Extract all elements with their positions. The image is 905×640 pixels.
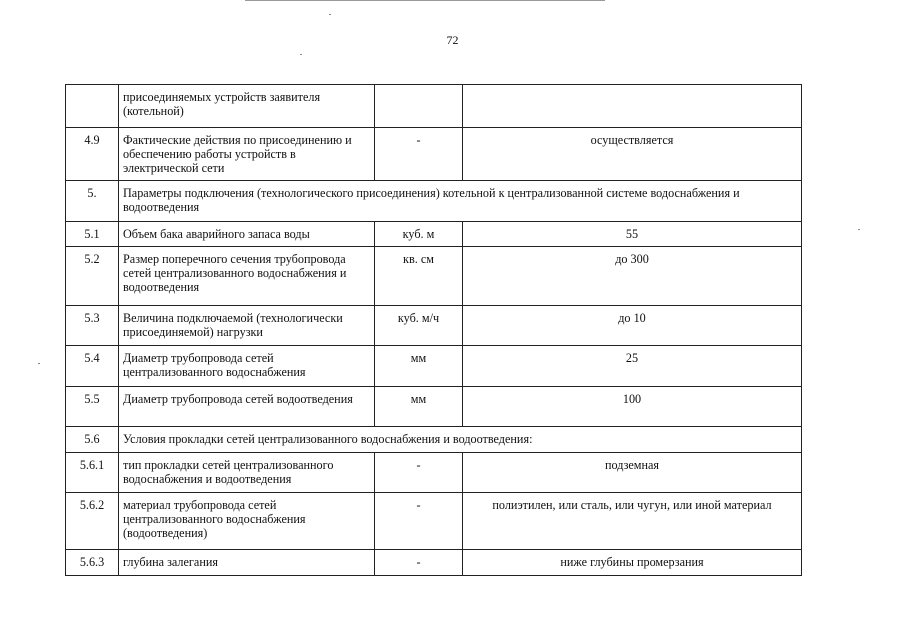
row-value: осуществляется xyxy=(463,128,802,181)
row-description: Объем бака аварийного запаса воды xyxy=(119,222,375,247)
table-row xyxy=(66,85,802,128)
row-number: 4.9 xyxy=(66,128,119,181)
table-row xyxy=(66,247,802,306)
row-number: 5.6.2 xyxy=(66,493,119,550)
row-description: Фактические действия по присоединению и обеспечению работы устройств в электрической сети xyxy=(119,128,375,181)
row-number: 5.2 xyxy=(66,247,119,306)
row-description: тип прокладки сетей централизованного водоснабжения и водоотведения xyxy=(119,453,375,493)
row-value: 55 xyxy=(463,222,802,247)
table-row xyxy=(66,222,802,247)
scan-speck xyxy=(300,54,302,55)
description-line: (котельной) xyxy=(123,104,184,118)
section-header-row xyxy=(66,181,802,222)
section-header-row xyxy=(66,427,802,453)
row-unit: куб. м xyxy=(375,222,463,247)
table-row xyxy=(66,387,802,427)
row-description: Размер поперечного сечения трубопровода сетей централизованного водоснабжения и водоотведения xyxy=(119,247,375,306)
scan-speck xyxy=(38,363,40,364)
row-number: 5.1 xyxy=(66,222,119,247)
section-title: Параметры подключения (технологического присоединения) котельной к централизованной системе водоснабжения и водоотведения xyxy=(119,181,802,222)
row-description: Величина подключаемой (технологически присоединяемой) нагрузки xyxy=(119,306,375,346)
row-number: 5.6.1 xyxy=(66,453,119,493)
row-number: 5.6.3 xyxy=(66,550,119,576)
row-description: Диаметр трубопровода сетей централизованного водоснабжения xyxy=(119,346,375,387)
scan-border-line xyxy=(245,0,605,1)
table-row xyxy=(66,128,802,181)
row-description: материал трубопровода сетей централизованного водоснабжения (водоотведения) xyxy=(119,493,375,550)
row-number: 5. xyxy=(66,181,119,222)
row-unit: - xyxy=(375,453,463,493)
row-number: 5.5 xyxy=(66,387,119,427)
row-number: 5.4 xyxy=(66,346,119,387)
page-number: 72 xyxy=(446,33,459,47)
row-description xyxy=(119,85,375,128)
row-value: 100 xyxy=(463,387,802,427)
row-value: подземная xyxy=(463,453,802,493)
row-value: до 10 xyxy=(463,306,802,346)
section-title: Условия прокладки сетей централизованного водоснабжения и водоотведения: xyxy=(119,427,802,453)
row-value: полиэтилен, или сталь, или чугун, или иной материал xyxy=(463,493,802,550)
row-unit: - xyxy=(375,493,463,550)
row-value xyxy=(463,85,802,128)
row-unit xyxy=(375,85,463,128)
row-value: ниже глубины промерзания xyxy=(463,550,802,576)
row-unit: - xyxy=(375,550,463,576)
row-description: Диаметр трубопровода сетей водоотведения xyxy=(119,387,375,427)
row-number xyxy=(66,85,119,128)
row-unit: - xyxy=(375,128,463,181)
scan-speck xyxy=(329,14,331,15)
row-unit: мм xyxy=(375,387,463,427)
table-row xyxy=(66,306,802,346)
row-value: до 300 xyxy=(463,247,802,306)
row-number: 5.3 xyxy=(66,306,119,346)
description-line: присоединяемых устройств заявителя xyxy=(123,90,321,104)
table-row xyxy=(66,550,802,576)
row-unit: куб. м/ч xyxy=(375,306,463,346)
table-row xyxy=(66,493,802,550)
row-description: глубина залегания xyxy=(119,550,375,576)
table-row xyxy=(66,346,802,387)
parameters-table xyxy=(65,84,802,576)
row-unit: кв. см xyxy=(375,247,463,306)
row-unit: мм xyxy=(375,346,463,387)
row-number: 5.6 xyxy=(66,427,119,453)
row-value: 25 xyxy=(463,346,802,387)
table-row xyxy=(66,453,802,493)
scan-speck xyxy=(858,229,860,230)
